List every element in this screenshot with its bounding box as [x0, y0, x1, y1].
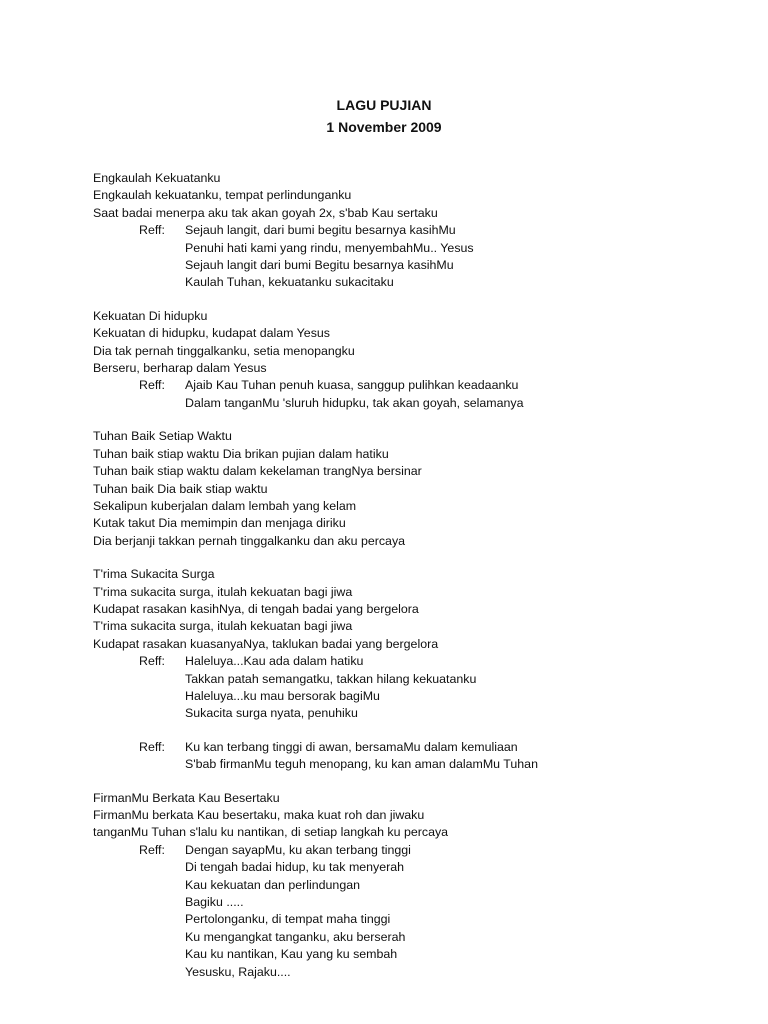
verse-line: FirmanMu berkata Kau besertaku, maka kuat roh dan jiwaku — [93, 808, 425, 822]
reff-line: Ajaib Kau Tuhan penuh kuasa, sanggup pulihkan keadaanku — [185, 378, 519, 393]
reff-block-2 — [93, 739, 743, 774]
reff-line: Dalam tanganMu 'sluruh hidupku, tak akan goyah, selamanya — [185, 395, 524, 410]
reff-line: Sejauh langit dari bumi Begitu besarnya kasihMu — [185, 258, 454, 273]
reff-line: Yesusku, Rajaku.... — [185, 964, 291, 979]
song-trima-sukacita-surga — [93, 566, 743, 773]
verse-line: Kutak takut Dia memimpin dan menjaga diriku — [93, 516, 346, 531]
song-title: T'rima Sukacita Surga — [93, 567, 215, 582]
reff-label: Reff: — [139, 739, 165, 754]
song-kekuatan-di-hidupku — [93, 308, 743, 412]
reff-label: Reff: — [139, 378, 165, 393]
reff-line: Dengan sayapMu, ku akan terbang tinggi — [185, 842, 411, 857]
reff-line: Kau ku nantikan, Kau yang ku sembah — [185, 947, 398, 962]
reff-block — [93, 842, 743, 981]
verse-line: T'rima sukacita surga, itulah kekuatan bagi jiwa — [93, 584, 353, 599]
reff-line: Kaulah Tuhan, kekuatanku sukacitaku — [185, 275, 394, 290]
reff-line: Bagiku ..... — [185, 895, 244, 910]
verse-line: T'rima sukacita surga, itulah kekuatan bagi jiwa — [93, 619, 353, 634]
reff-line: Kau kekuatan dan perlindungan — [185, 877, 360, 892]
verse-line: Tuhan baik Dia baik stiap waktu — [93, 481, 268, 496]
reff-block — [93, 653, 743, 723]
reff-label: Reff: — [139, 842, 165, 857]
reff-line: Ku mengangkat tanganku, aku berserah — [185, 929, 406, 944]
verse-line: Kekuatan di hidupku, kudapat dalam Yesus — [93, 326, 330, 341]
reff-line: Ku kan terbang tinggi di awan, bersamaMu dalam kemuliaan — [185, 739, 518, 754]
verse-line: tanganMu Tuhan s'lalu ku nantikan, di setiap langkah ku percaya — [93, 825, 449, 840]
verse-line: Kudapat rasakan kuasanyaNya, taklukan badai yang bergelora — [93, 636, 439, 651]
reff-block — [93, 222, 743, 292]
song-title: Tuhan Baik Setiap Waktu — [93, 429, 232, 444]
verse-line: Engkaulah kekuatanku, tempat perlindunganku — [93, 188, 352, 203]
reff-line: Takkan patah semangatku, takkan hilang kekuatanku — [185, 671, 477, 686]
verse-line: Kudapat rasakan kasihNya, di tengah badai yang bergelora — [93, 601, 419, 616]
reff-line: Sukacita surga nyata, penuhiku — [185, 706, 358, 721]
document-date: 1 November 2009 — [326, 119, 442, 135]
reff-line: Penuhi hati kami yang rindu, menyembahMu.. Yesus — [185, 240, 474, 255]
verse-line: Saat badai menerpa aku tak akan goyah 2x, s'bab Kau sertaku — [93, 205, 438, 220]
song-firmanmu-berkata — [93, 790, 743, 981]
reff-label: Reff: — [139, 654, 165, 669]
reff-line: Haleluya...ku mau bersorak bagiMu — [185, 688, 380, 703]
reff-block — [93, 377, 743, 412]
document-header — [0, 94, 768, 138]
song-engkaulah-kekuatanku — [93, 170, 743, 292]
verse-line: Dia tak pernah tinggalkanku, setia menopangku — [93, 343, 355, 358]
verse-line: Dia berjanji takkan pernah tinggalkanku dan aku percaya — [93, 533, 406, 548]
reff-line: S'bab firmanMu teguh menopang, ku kan aman dalamMu Tuhan — [185, 757, 538, 772]
reff-line: Di tengah badai hidup, ku tak menyerah — [185, 860, 405, 875]
verse-line: Sekalipun kuberjalan dalam lembah yang kelam — [93, 498, 357, 513]
song-tuhan-baik-setiap-waktu — [93, 428, 743, 550]
reff-line: Pertolonganku, di tempat maha tinggi — [185, 912, 391, 927]
verse-line: Tuhan baik stiap waktu Dia brikan pujian dalam hatiku — [93, 446, 389, 461]
verse-line: Berseru, berharap dalam Yesus — [93, 361, 267, 376]
song-title: Engkaulah Kekuatanku — [93, 171, 221, 185]
song-title: Kekuatan Di hidupku — [93, 308, 208, 323]
verse-line: Tuhan baik stiap waktu dalam kekelaman trangNya bersinar — [93, 464, 422, 479]
document-title: LAGU PUJIAN — [336, 97, 432, 113]
reff-label: Reff: — [139, 223, 165, 238]
song-list — [93, 170, 743, 997]
reff-line: Sejauh langit, dari bumi begitu besarnya kasihMu — [185, 223, 456, 238]
song-title: FirmanMu Berkata Kau Besertaku — [93, 790, 280, 805]
reff-line: Haleluya...Kau ada dalam hatiku — [185, 654, 364, 669]
